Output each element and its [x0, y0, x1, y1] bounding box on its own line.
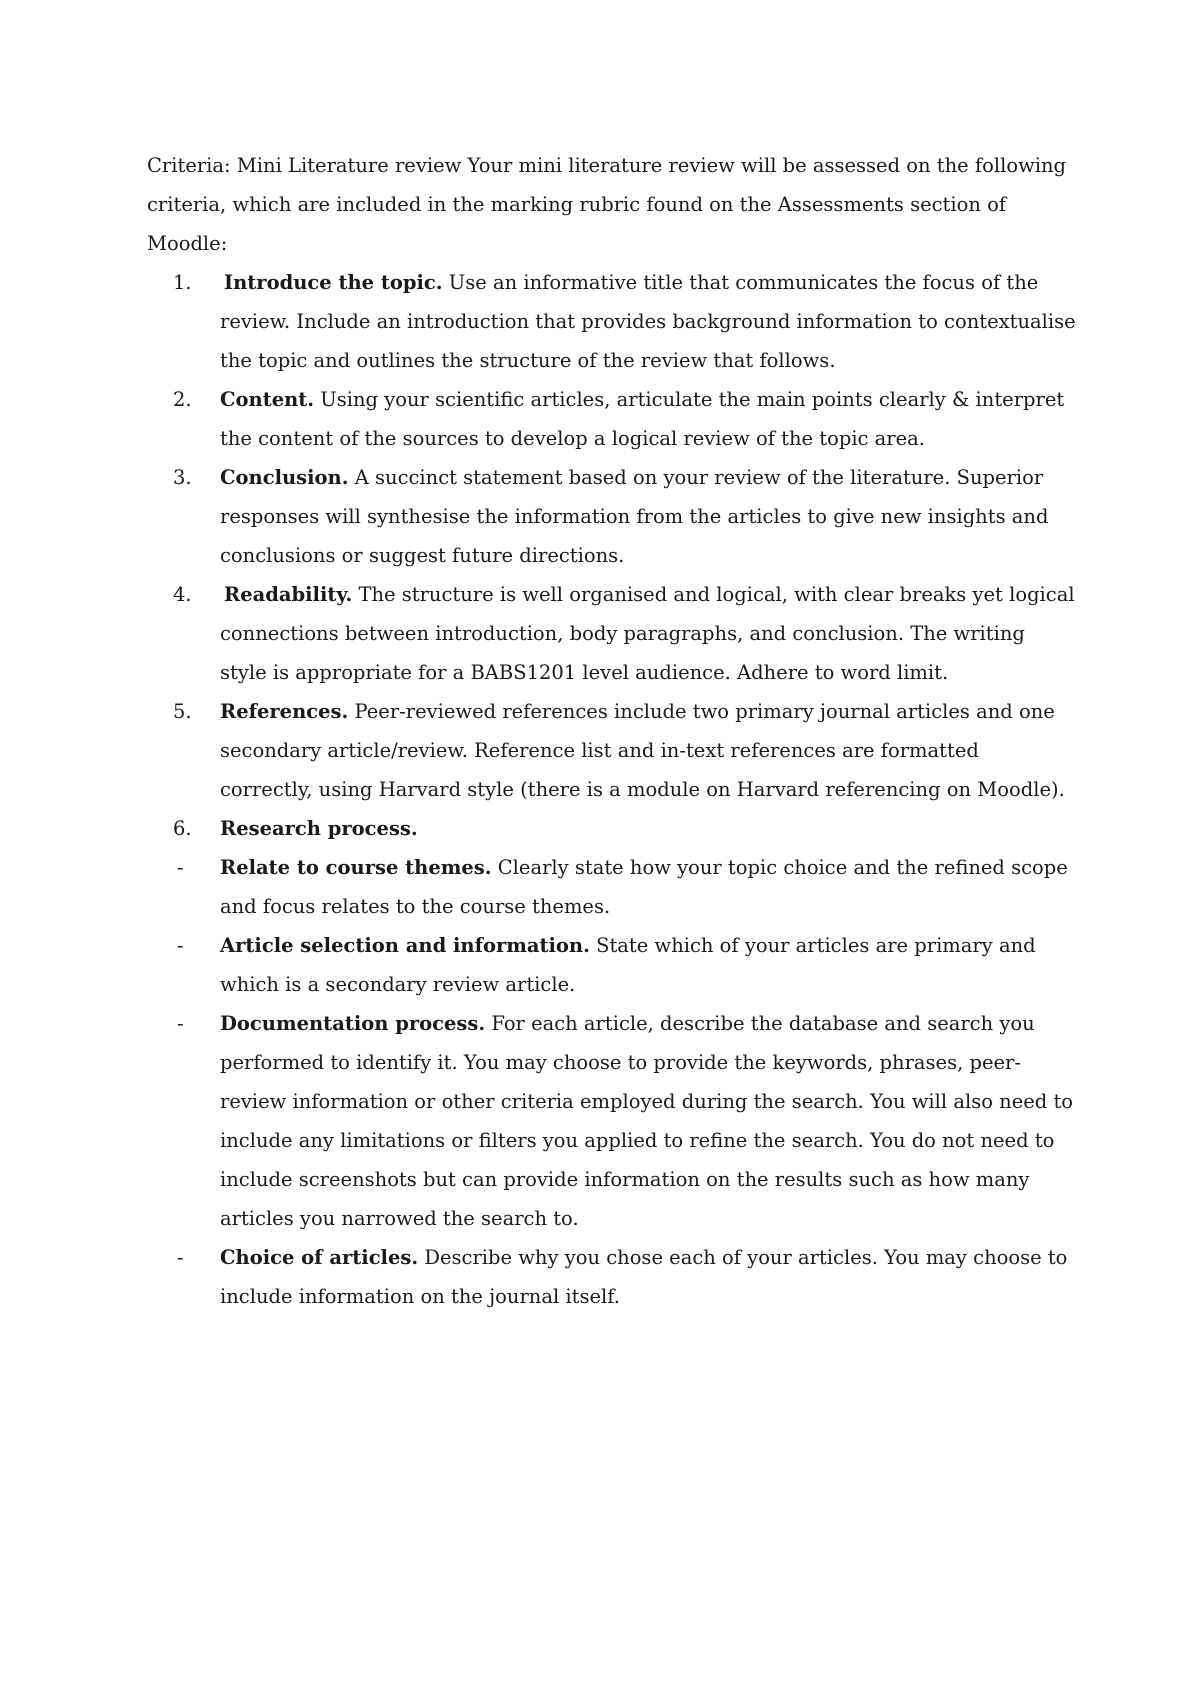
research-item-text: Clearly state how your topic choice and the refined scope and focus relates to the course themes.: [220, 856, 1068, 918]
criteria-title: Research process.: [220, 817, 418, 840]
dash-bullet: -: [177, 856, 184, 879]
research-item-text: State which of your articles are primary and which is a secondary review article.: [220, 934, 1036, 996]
research-item-text: For each article, describe the database and search you performed to identify it. You may choose to provide the keywords, phrases, peer-review information or other criteria employed during the search. You will also need to include any limitations or filters you applied to refine the search. You do not need to include screenshots but can provide information on the results such as how many articles you narrowed the search to.: [220, 1012, 1074, 1230]
criteria-text: The structure is well organised and logical, with clear breaks yet logical connections between introduction, body paragraphs, and conclusion. The writing style is appropriate for a BABS1201 level audience. Adhere to word limit.: [220, 583, 1075, 684]
list-number: 2.: [173, 388, 192, 411]
list-number: 3.: [173, 466, 192, 489]
document-body: [147, 146, 1077, 1316]
criteria-title: Content.: [220, 388, 315, 411]
research-item-documentation: [147, 1004, 1077, 1238]
intro-paragraph: Criteria: Mini Literature review Your mini literature review will be assessed on the following criteria, which are included in the marking rubric found on the Assessments section of Moodle:: [147, 154, 1067, 255]
criteria-item-references: [147, 692, 1077, 809]
criteria-item-research-process: [147, 809, 1077, 848]
research-item-choice-of-articles: [147, 1238, 1077, 1316]
criteria-title: Conclusion.: [220, 466, 349, 489]
research-item-title: Documentation process.: [220, 1012, 486, 1035]
criteria-item-conclusion: [147, 458, 1077, 575]
research-item-text: Describe why you chose each of your articles. You may choose to include information on the journal itself.: [220, 1246, 1068, 1308]
list-number: 6.: [173, 817, 192, 840]
criteria-text: Using your scientific articles, articulate the main points clearly & interpret the content of the sources to develop a logical review of the topic area.: [220, 388, 1065, 450]
criteria-item-introduce-topic: [147, 263, 1077, 380]
criteria-text: Use an informative title that communicates the focus of the review. Include an introduction that provides background information to contextualise the topic and outlines the structure of the review that follows.: [220, 271, 1076, 372]
research-process-list: [147, 848, 1077, 1316]
criteria-item-readability: [147, 575, 1077, 692]
research-item-title: Choice of articles.: [220, 1246, 419, 1269]
criteria-title: References.: [220, 700, 349, 723]
criteria-title: Introduce the topic.: [224, 271, 443, 294]
research-item-article-selection: [147, 926, 1077, 1004]
list-number: 1.: [173, 271, 192, 294]
dash-bullet: -: [177, 934, 184, 957]
criteria-text: A succinct statement based on your review of the literature. Superior responses will synthesise the information from the articles to give new insights and conclusions or suggest future directions.: [220, 466, 1049, 567]
dash-bullet: -: [177, 1012, 184, 1035]
research-item-title: Relate to course themes.: [220, 856, 492, 879]
research-item-title: Article selection and information.: [220, 934, 590, 957]
list-number: 5.: [173, 700, 192, 723]
criteria-list: [147, 263, 1077, 848]
list-number: 4.: [173, 583, 192, 606]
criteria-item-content: [147, 380, 1077, 458]
criteria-title: Readability.: [224, 583, 353, 606]
dash-bullet: -: [177, 1246, 184, 1269]
criteria-text: Peer-reviewed references include two primary journal articles and one secondary article/review. Reference list and in-text references are formatted correctly, using Harvard style (there is a module on Harvard referencing on Moodle).: [220, 700, 1065, 801]
research-item-course-themes: [147, 848, 1077, 926]
